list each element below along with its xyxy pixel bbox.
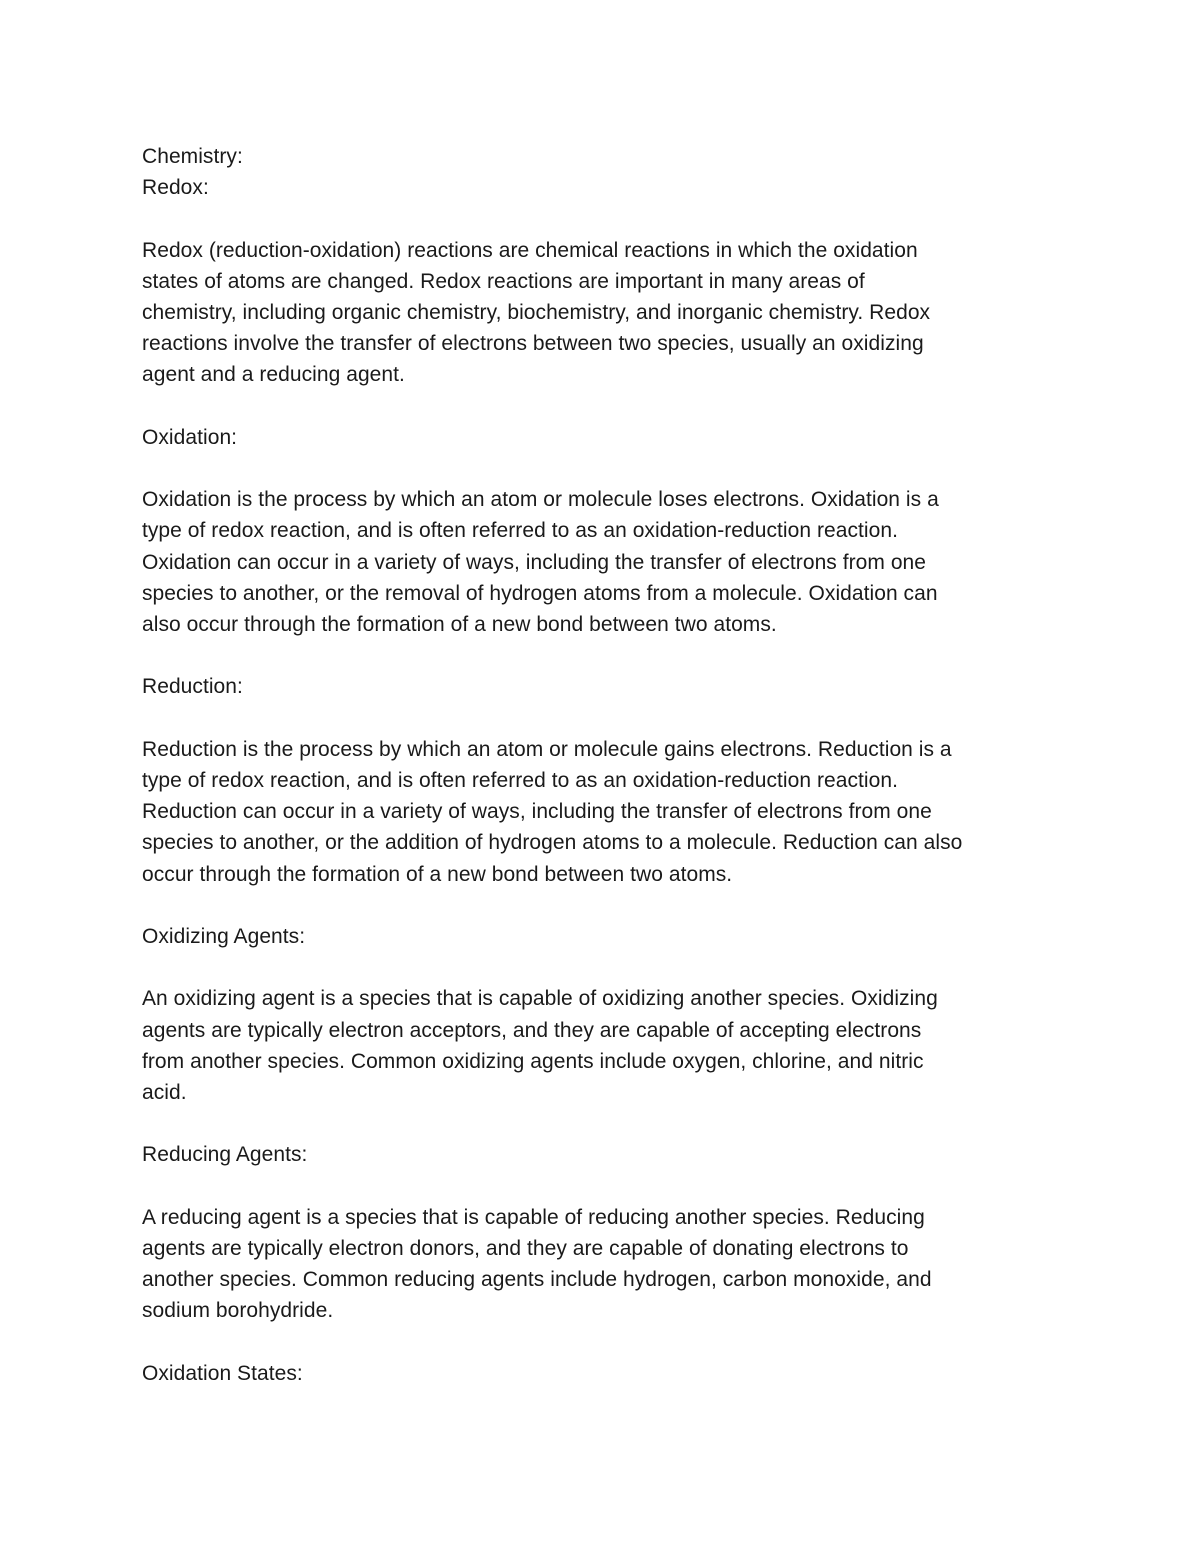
paragraph-line: Oxidation is the process by which an atom or molecule loses electrons. Oxidation is a [142, 488, 939, 512]
document-title: Chemistry: [142, 145, 243, 168]
spacer [142, 890, 1072, 921]
paragraph-line: species to another, or the addition of hydrogen atoms to a molecule. Reduction can also [142, 831, 963, 855]
section-heading-oxidizing-agents: Oxidizing Agents: [142, 924, 306, 948]
paragraph-line: chemistry, including organic chemistry, biochemistry, and inorganic chemistry. Redox [142, 301, 931, 324]
paragraph-line: agents are typically electron acceptors, and they are capable of accepting electrons [142, 1018, 922, 1042]
paragraph-line: agent and a reducing agent. [142, 363, 405, 387]
paragraph-reduction [142, 734, 1072, 890]
spacer [142, 203, 1072, 234]
paragraph-oxidizing-agents [142, 983, 1072, 1108]
spacer [142, 1108, 1072, 1139]
section-heading-reducing-agents: Reducing Agents: [142, 1143, 308, 1167]
spacer [142, 640, 1072, 671]
paragraph-redox [142, 235, 1072, 391]
section-heading-oxidation: Oxidation: [142, 425, 238, 449]
paragraph-line: states of atoms are changed. Redox reactions are important in many areas of [142, 269, 865, 293]
paragraph-line: type of redox reaction, and is often referred to as an oxidation-reduction reaction. [142, 768, 898, 792]
paragraph-line: type of redox reaction, and is often referred to as an oxidation-reduction reaction. [142, 519, 898, 543]
paragraph-line: Reduction is the process by which an atom or molecule gains electrons. Reduction is a [142, 737, 952, 761]
paragraph-line: sodium borohydride. [142, 1299, 334, 1323]
spacer [142, 453, 1072, 484]
paragraph-line: Redox (reduction-oxidation) reactions are chemical reactions in which the oxidation [142, 238, 918, 262]
paragraph-line: species to another, or the removal of hydrogen atoms from a molecule. Oxidation can [142, 581, 938, 605]
paragraph-line: Oxidation can occur in a variety of ways, including the transfer of electrons from one [142, 550, 927, 574]
spacer [142, 703, 1072, 734]
paragraph-line: acid. [142, 1080, 187, 1104]
section-heading-redox: Redox: [142, 176, 209, 200]
spacer [142, 391, 1072, 422]
paragraph-line: Reduction can occur in a variety of ways, including the transfer of electrons from one [142, 800, 932, 824]
document-page [142, 141, 1072, 1389]
paragraph-line: another species. Common reducing agents include hydrogen, carbon monoxide, and [142, 1268, 932, 1292]
section-heading-oxidation-states: Oxidation States: [142, 1361, 303, 1385]
paragraph-reducing-agents [142, 1202, 1072, 1327]
paragraph-line: An oxidizing agent is a species that is capable of oxidizing another species. Oxidizing [142, 987, 938, 1011]
spacer [142, 952, 1072, 983]
paragraph-oxidation [142, 484, 1072, 640]
paragraph-line: from another species. Common oxidizing agents include oxygen, chlorine, and nitric [142, 1049, 924, 1073]
section-heading-reduction: Reduction: [142, 675, 243, 699]
paragraph-line: A reducing agent is a species that is capable of reducing another species. Reducing [142, 1205, 925, 1229]
paragraph-line: also occur through the formation of a new bond between two atoms. [142, 613, 777, 636]
paragraph-line: agents are typically electron donors, and they are capable of donating electrons to [142, 1236, 909, 1260]
paragraph-line: occur through the formation of a new bond between two atoms. [142, 862, 733, 886]
spacer [142, 1327, 1072, 1358]
spacer [142, 1171, 1072, 1202]
paragraph-line: reactions involve the transfer of electrons between two species, usually an oxidizing [142, 332, 924, 356]
